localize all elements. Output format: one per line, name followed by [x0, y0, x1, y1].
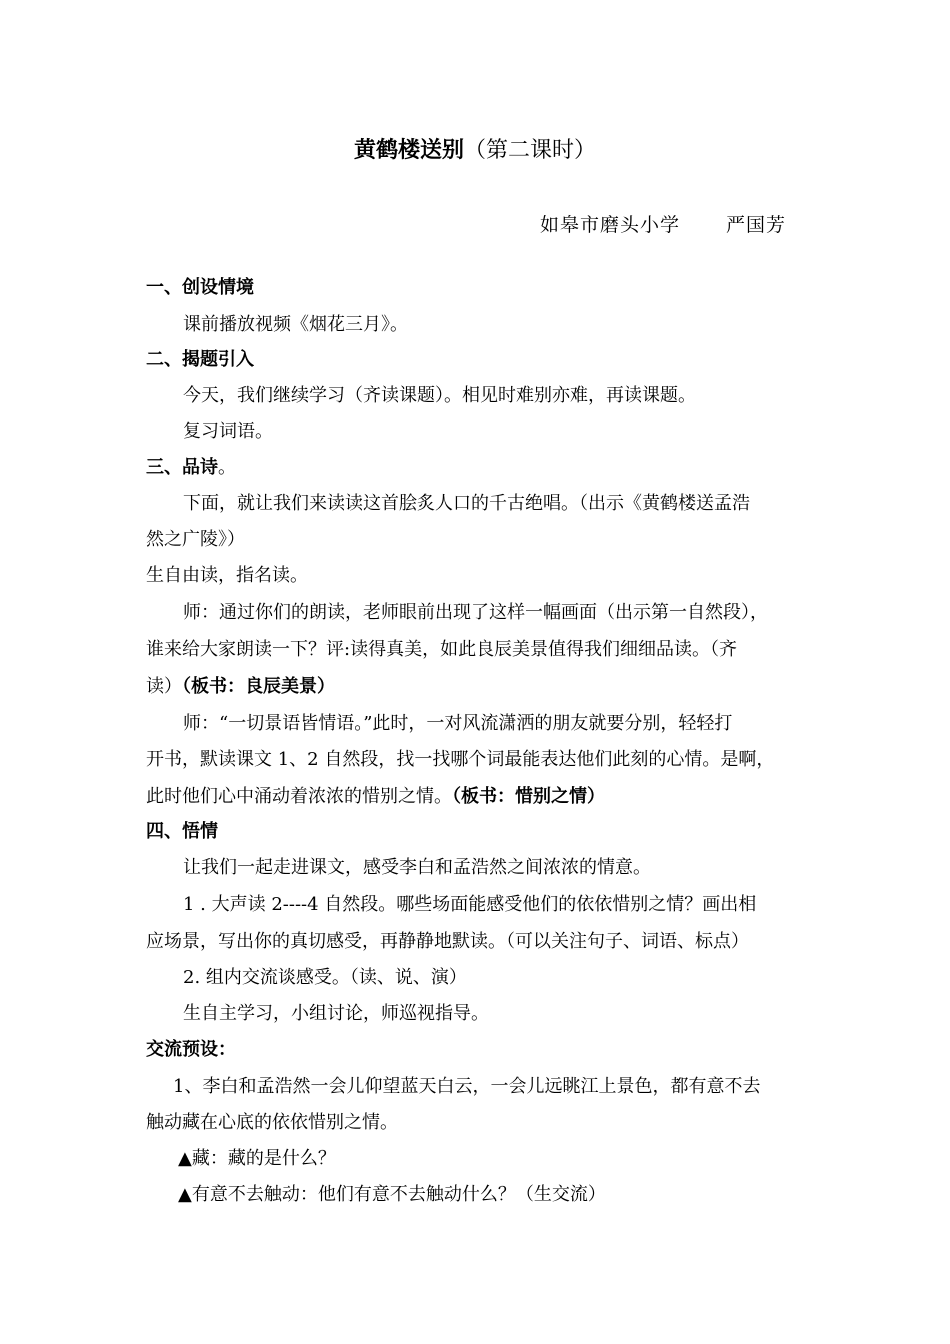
title-sub: （第二课时）	[464, 138, 597, 163]
paragraph	[146, 785, 605, 809]
paragraph: 开书，默读课文 1、2 自然段，找一找哪个词最能表达他们此刻的心情。是啊，	[146, 749, 775, 770]
section-heading-3	[146, 456, 236, 480]
paragraph: 1 . 大声读 2----4 自然段。哪些场面能感受他们的依依惜别之情？画出相	[183, 894, 757, 915]
paragraph: 1、李白和孟浩然一会儿仰望蓝天白云，一会儿远眺江上景色，都有意不去	[173, 1076, 761, 1097]
paragraph: 谁来给大家朗读一下？评:读得真美，如此良辰美景值得我们细细品读。（齐	[146, 639, 738, 660]
paragraph	[146, 675, 335, 699]
paragraph: 下面，就让我们来读读这首脍炙人口的千古绝唱。（出示《黄鹤楼送孟浩	[183, 493, 750, 514]
paragraph: 课前播放视频《烟花三月》。	[183, 314, 408, 335]
paragraph: ▲有意不去触动：他们有意不去触动什么？（生交流）	[178, 1184, 606, 1205]
paragraph: 生自主学习，小组讨论，师巡视指导。	[183, 1003, 489, 1024]
author-name: 严国芳	[726, 214, 787, 236]
paragraph: ▲藏：藏的是什么？	[178, 1148, 336, 1169]
paragraph: 让我们一起走进课文，感受李白和孟浩然之间浓浓的情意。	[183, 857, 651, 878]
section-heading-5: 交流预设：	[146, 1039, 236, 1060]
paragraph: 应场景，写出你的真切感受，再静静地默读。（可以关注句子、词语、标点）	[146, 931, 749, 952]
author-school: 如皋市磨头小学	[540, 214, 681, 236]
paragraph: 复习词语。	[183, 421, 273, 442]
title-main: 黄鹤楼送别	[353, 138, 464, 163]
board-note: （板书：良辰美景）	[182, 676, 335, 697]
paragraph-text: 读）	[146, 676, 182, 697]
section-heading-2: 二、揭题引入	[146, 349, 254, 370]
section-heading-3-text: 三、品诗	[146, 457, 218, 478]
author-line	[540, 212, 786, 238]
section-heading-4: 四、悟情	[146, 821, 218, 842]
paragraph: 师：通过你们的朗读，老师眼前出现了这样一幅画面（出示第一自然段），	[183, 602, 768, 623]
document-title	[0, 136, 950, 166]
paragraph-text: 此时他们心中涌动着浓浓的惜别之情。	[146, 786, 452, 807]
paragraph: 今天，我们继续学习（齐读课题）。相见时难别亦难，再读课题。	[183, 385, 696, 406]
section-heading-1: 一、创设情境	[146, 277, 254, 298]
paragraph: 触动藏在心底的依依惜别之情。	[146, 1112, 398, 1133]
section-heading-3-tail: 。	[218, 457, 236, 478]
board-note: （板书：惜别之情）	[452, 786, 605, 807]
paragraph: 2. 组内交流谈感受。（读、说、演）	[183, 967, 467, 988]
paragraph: 生自由读，指名读。	[146, 565, 308, 586]
paragraph: 然之广陵》）	[146, 529, 245, 550]
paragraph: 师：“一切景语皆情语。”此时，一对风流潇洒的朋友就要分别，轻轻打	[183, 713, 733, 734]
